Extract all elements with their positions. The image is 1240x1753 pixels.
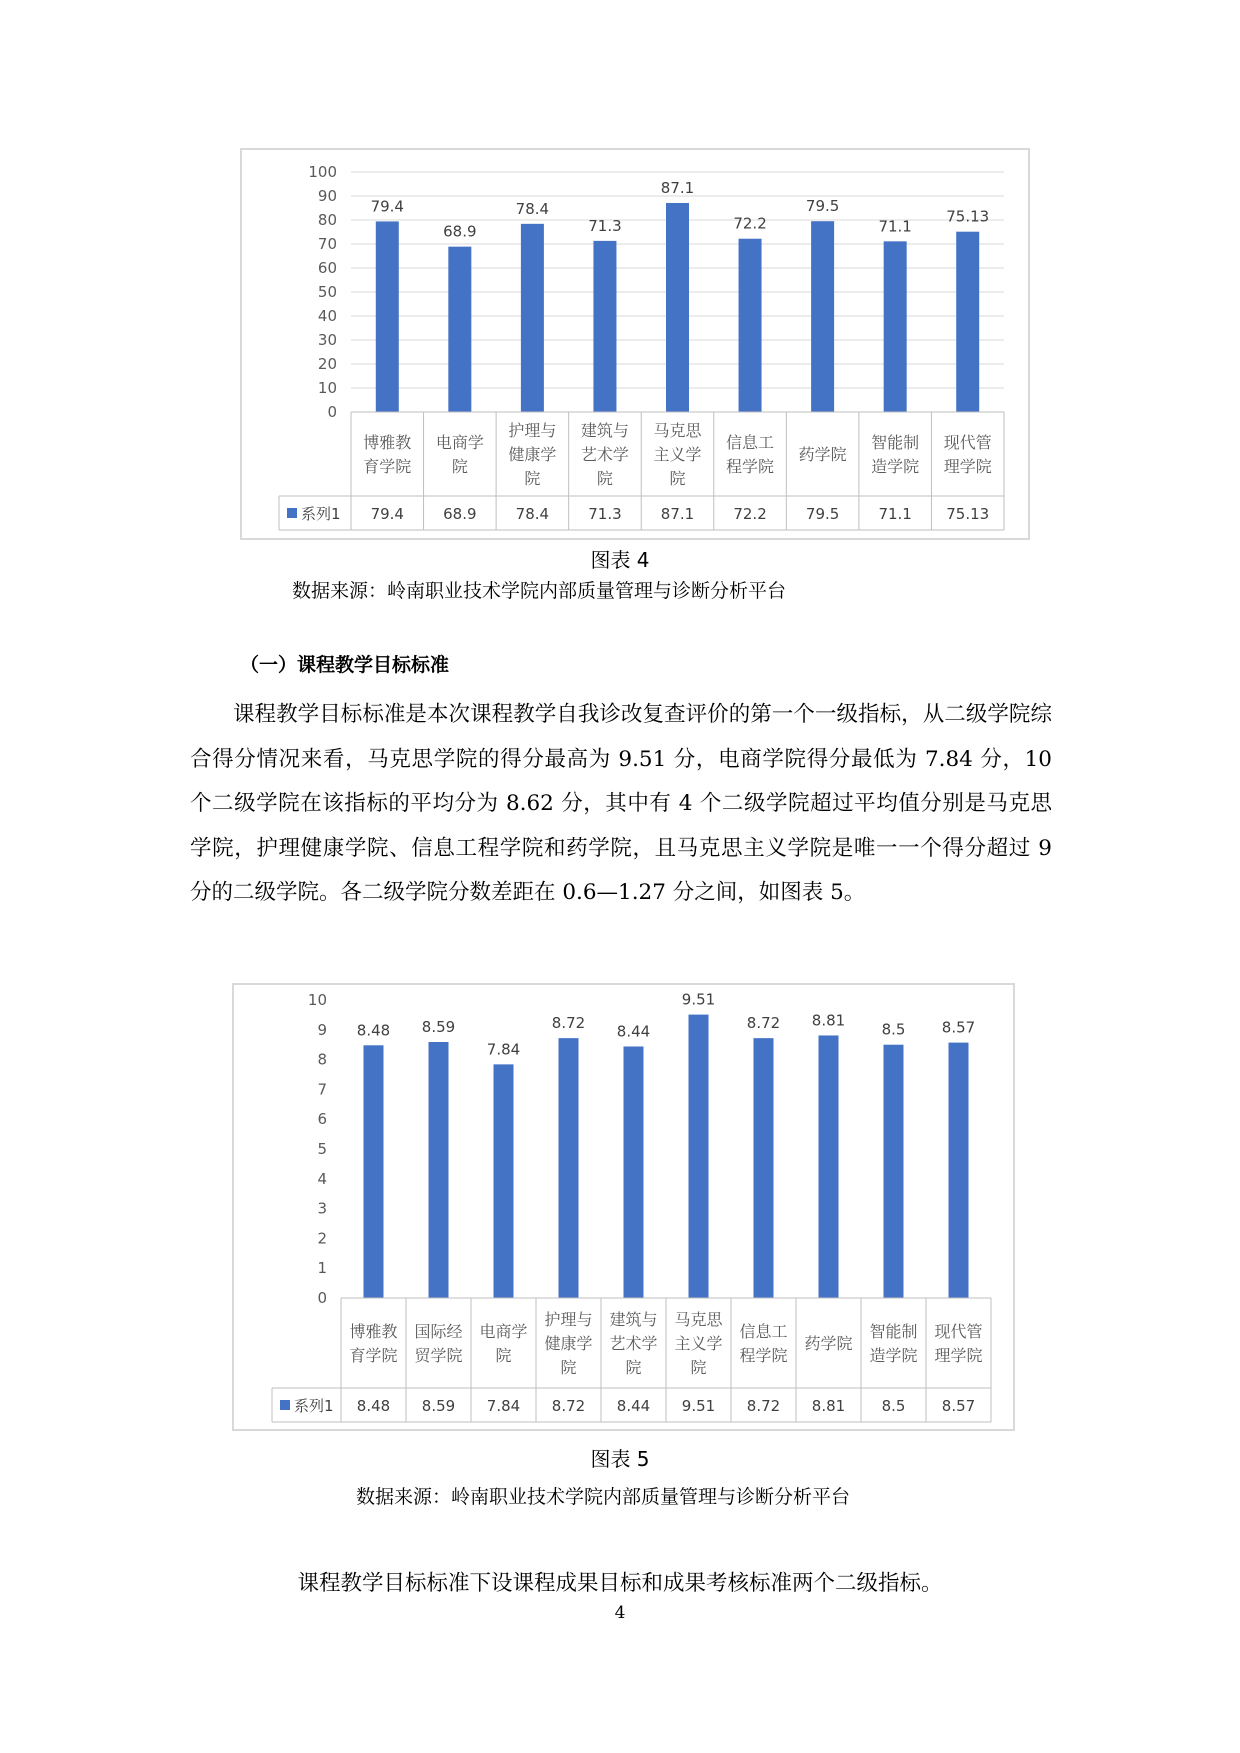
table-value: 9.51 [681,1397,716,1415]
y-tick-label: 6 [317,1110,327,1129]
table-value: 8.72 [551,1397,586,1415]
category-label: 药学院 [798,445,847,464]
category-label: 院 [495,1346,512,1365]
category-label: 院 [625,1358,642,1377]
legend-series-name: 系列1 [301,505,341,523]
data-label: 71.1 [878,217,912,236]
category-label: 马克思 [653,421,702,440]
bar [956,232,979,412]
category-label: 院 [560,1358,577,1377]
data-label: 8.72 [746,1014,781,1033]
category-label: 信息工 [726,433,775,452]
table-value: 8.59 [421,1397,456,1415]
category-label: 造学院 [871,457,920,476]
chart-5-caption: 图表 5 [590,1447,650,1471]
data-label: 8.72 [551,1014,586,1033]
bar [448,247,471,412]
bar [364,1045,384,1298]
category-label: 健康学 [544,1334,593,1353]
y-tick-label: 9 [317,1020,327,1039]
data-label: 8.81 [811,1011,846,1030]
table-value: 87.1 [660,505,695,523]
chart-4-svg [242,150,1032,542]
y-tick-label: 40 [317,307,337,325]
table-value: 8.44 [616,1397,651,1415]
bar [949,1043,969,1298]
body-paragraph: 课程教学目标标准是本次课程教学自我诊改复查评价的第一个一级指标，从二级学院综合得分情况来看，马克思学院的得分最高为 9.51 分，电商学院得分最低为 7.84 分，10 个二级学院在该指标的平均分为 8.62 分，其中有 4 个二级学院超过平均值分别是马克思学院，护理健康学院、信息工程学院和药学院，且马克思主义学院是唯一一个得分超过 9 分的二级学院。各二级学院分数差距在 0.6—1.27 分之间，如图表 5。 [190,702,1052,905]
category-label: 博雅教 [349,1322,398,1341]
y-tick-label: 4 [317,1169,327,1188]
y-tick-label: 20 [317,355,337,373]
y-tick-label: 90 [317,187,337,205]
y-tick-label: 10 [317,379,337,397]
bar [884,1045,904,1298]
y-tick-label: 60 [317,259,337,277]
data-label: 8.59 [421,1018,456,1037]
category-label: 贸学院 [414,1346,463,1365]
category-label: 育学院 [349,1346,398,1365]
y-tick-label: 30 [317,331,337,349]
category-label: 健康学 [508,445,557,464]
category-label: 现代管 [943,433,992,452]
y-tick-label: 0 [327,403,337,421]
table-value: 71.3 [588,505,622,523]
table-value: 79.4 [370,505,404,523]
category-label: 药学院 [804,1334,853,1353]
data-label: 8.48 [356,1021,391,1040]
bar [593,241,616,412]
category-label: 电商学 [435,433,484,452]
bar [884,241,907,412]
table-value: 8.57 [941,1397,976,1415]
chart-4 [240,148,1030,540]
category-label: 艺术学 [609,1334,658,1353]
bar [754,1038,774,1298]
y-tick-label: 100 [308,163,337,181]
category-label: 院 [451,457,468,476]
data-label: 79.5 [805,197,840,216]
legend-key [280,1400,290,1410]
category-label: 智能制 [871,433,920,452]
data-label: 79.4 [370,197,404,216]
data-label: 8.44 [616,1022,651,1041]
y-tick-label: 3 [317,1199,327,1218]
legend-key [287,508,297,518]
category-label: 程学院 [726,457,775,476]
table-value: 71.1 [878,505,912,523]
y-tick-label: 2 [317,1229,327,1248]
data-label: 7.84 [486,1040,521,1059]
category-label: 护理与 [544,1310,593,1329]
data-label: 87.1 [660,178,695,197]
category-label: 信息工 [739,1322,788,1341]
category-label: 国际经 [414,1322,463,1341]
data-label: 68.9 [443,222,477,241]
data-label: 72.2 [733,214,767,233]
category-label: 主义学 [653,445,702,464]
table-value: 7.84 [486,1397,521,1415]
bar [739,239,762,412]
category-label: 智能制 [869,1322,918,1341]
y-tick-label: 1 [317,1259,327,1278]
bar [624,1046,644,1298]
category-label: 马克思 [674,1310,723,1329]
bar [689,1015,709,1298]
table-value: 8.81 [811,1397,846,1415]
y-tick-label: 5 [317,1140,327,1158]
chart-4-caption: 图表 4 [590,548,650,572]
y-tick-label: 8 [317,1050,327,1069]
closing-line: 课程教学目标标准下设课程成果目标和成果考核标准两个二级指标。 [297,1571,943,1596]
page-number: 4 [614,1603,626,1623]
bar [494,1064,514,1298]
bar [429,1042,449,1298]
bar [521,224,544,412]
bar [666,203,689,412]
table-value: 78.4 [515,505,550,523]
chart-5-svg [234,985,1017,1433]
chart-5 [232,983,1015,1431]
y-tick-label: 0 [317,1289,327,1307]
category-label: 理学院 [934,1346,983,1365]
legend-series-name: 系列1 [294,1397,334,1415]
category-label: 建筑与 [609,1310,658,1329]
bar [376,221,399,412]
category-label: 造学院 [869,1346,918,1365]
data-label: 75.13 [946,207,990,226]
bar [811,221,834,412]
table-value: 75.13 [946,505,990,523]
data-label: 8.5 [881,1020,906,1039]
table-value: 79.5 [805,505,840,523]
data-label: 8.57 [941,1018,976,1037]
section-heading: （一）课程教学目标标准 [240,654,450,676]
table-value: 8.48 [356,1397,391,1415]
category-label: 院 [596,469,613,488]
category-label: 院 [669,469,686,488]
chart-5-source: 数据来源：岭南职业技术学院内部质量管理与诊断分析平台 [356,1486,851,1508]
table-value: 68.9 [443,505,477,523]
category-label: 育学院 [363,457,412,476]
bar [819,1035,839,1298]
category-label: 护理与 [508,421,557,440]
category-label: 主义学 [674,1334,723,1353]
y-tick-label: 10 [307,991,327,1009]
category-label: 程学院 [739,1346,788,1365]
category-label: 建筑与 [580,421,629,440]
table-value: 72.2 [733,505,767,523]
y-tick-label: 7 [317,1080,327,1099]
table-value: 8.5 [881,1397,906,1415]
bar [559,1038,579,1298]
chart-4-source: 数据来源：岭南职业技术学院内部质量管理与诊断分析平台 [292,580,787,602]
category-label: 院 [524,469,541,488]
y-tick-label: 70 [317,235,337,253]
category-label: 艺术学 [580,445,629,464]
y-tick-label: 80 [317,211,337,229]
category-label: 博雅教 [363,433,412,452]
data-label: 9.51 [681,990,716,1009]
y-tick-label: 50 [317,283,337,301]
data-label: 71.3 [588,216,622,235]
category-label: 电商学 [479,1322,528,1341]
category-label: 现代管 [934,1322,983,1341]
category-label: 院 [690,1358,707,1377]
data-label: 78.4 [515,199,550,218]
table-value: 8.72 [746,1397,781,1415]
category-label: 理学院 [943,457,992,476]
